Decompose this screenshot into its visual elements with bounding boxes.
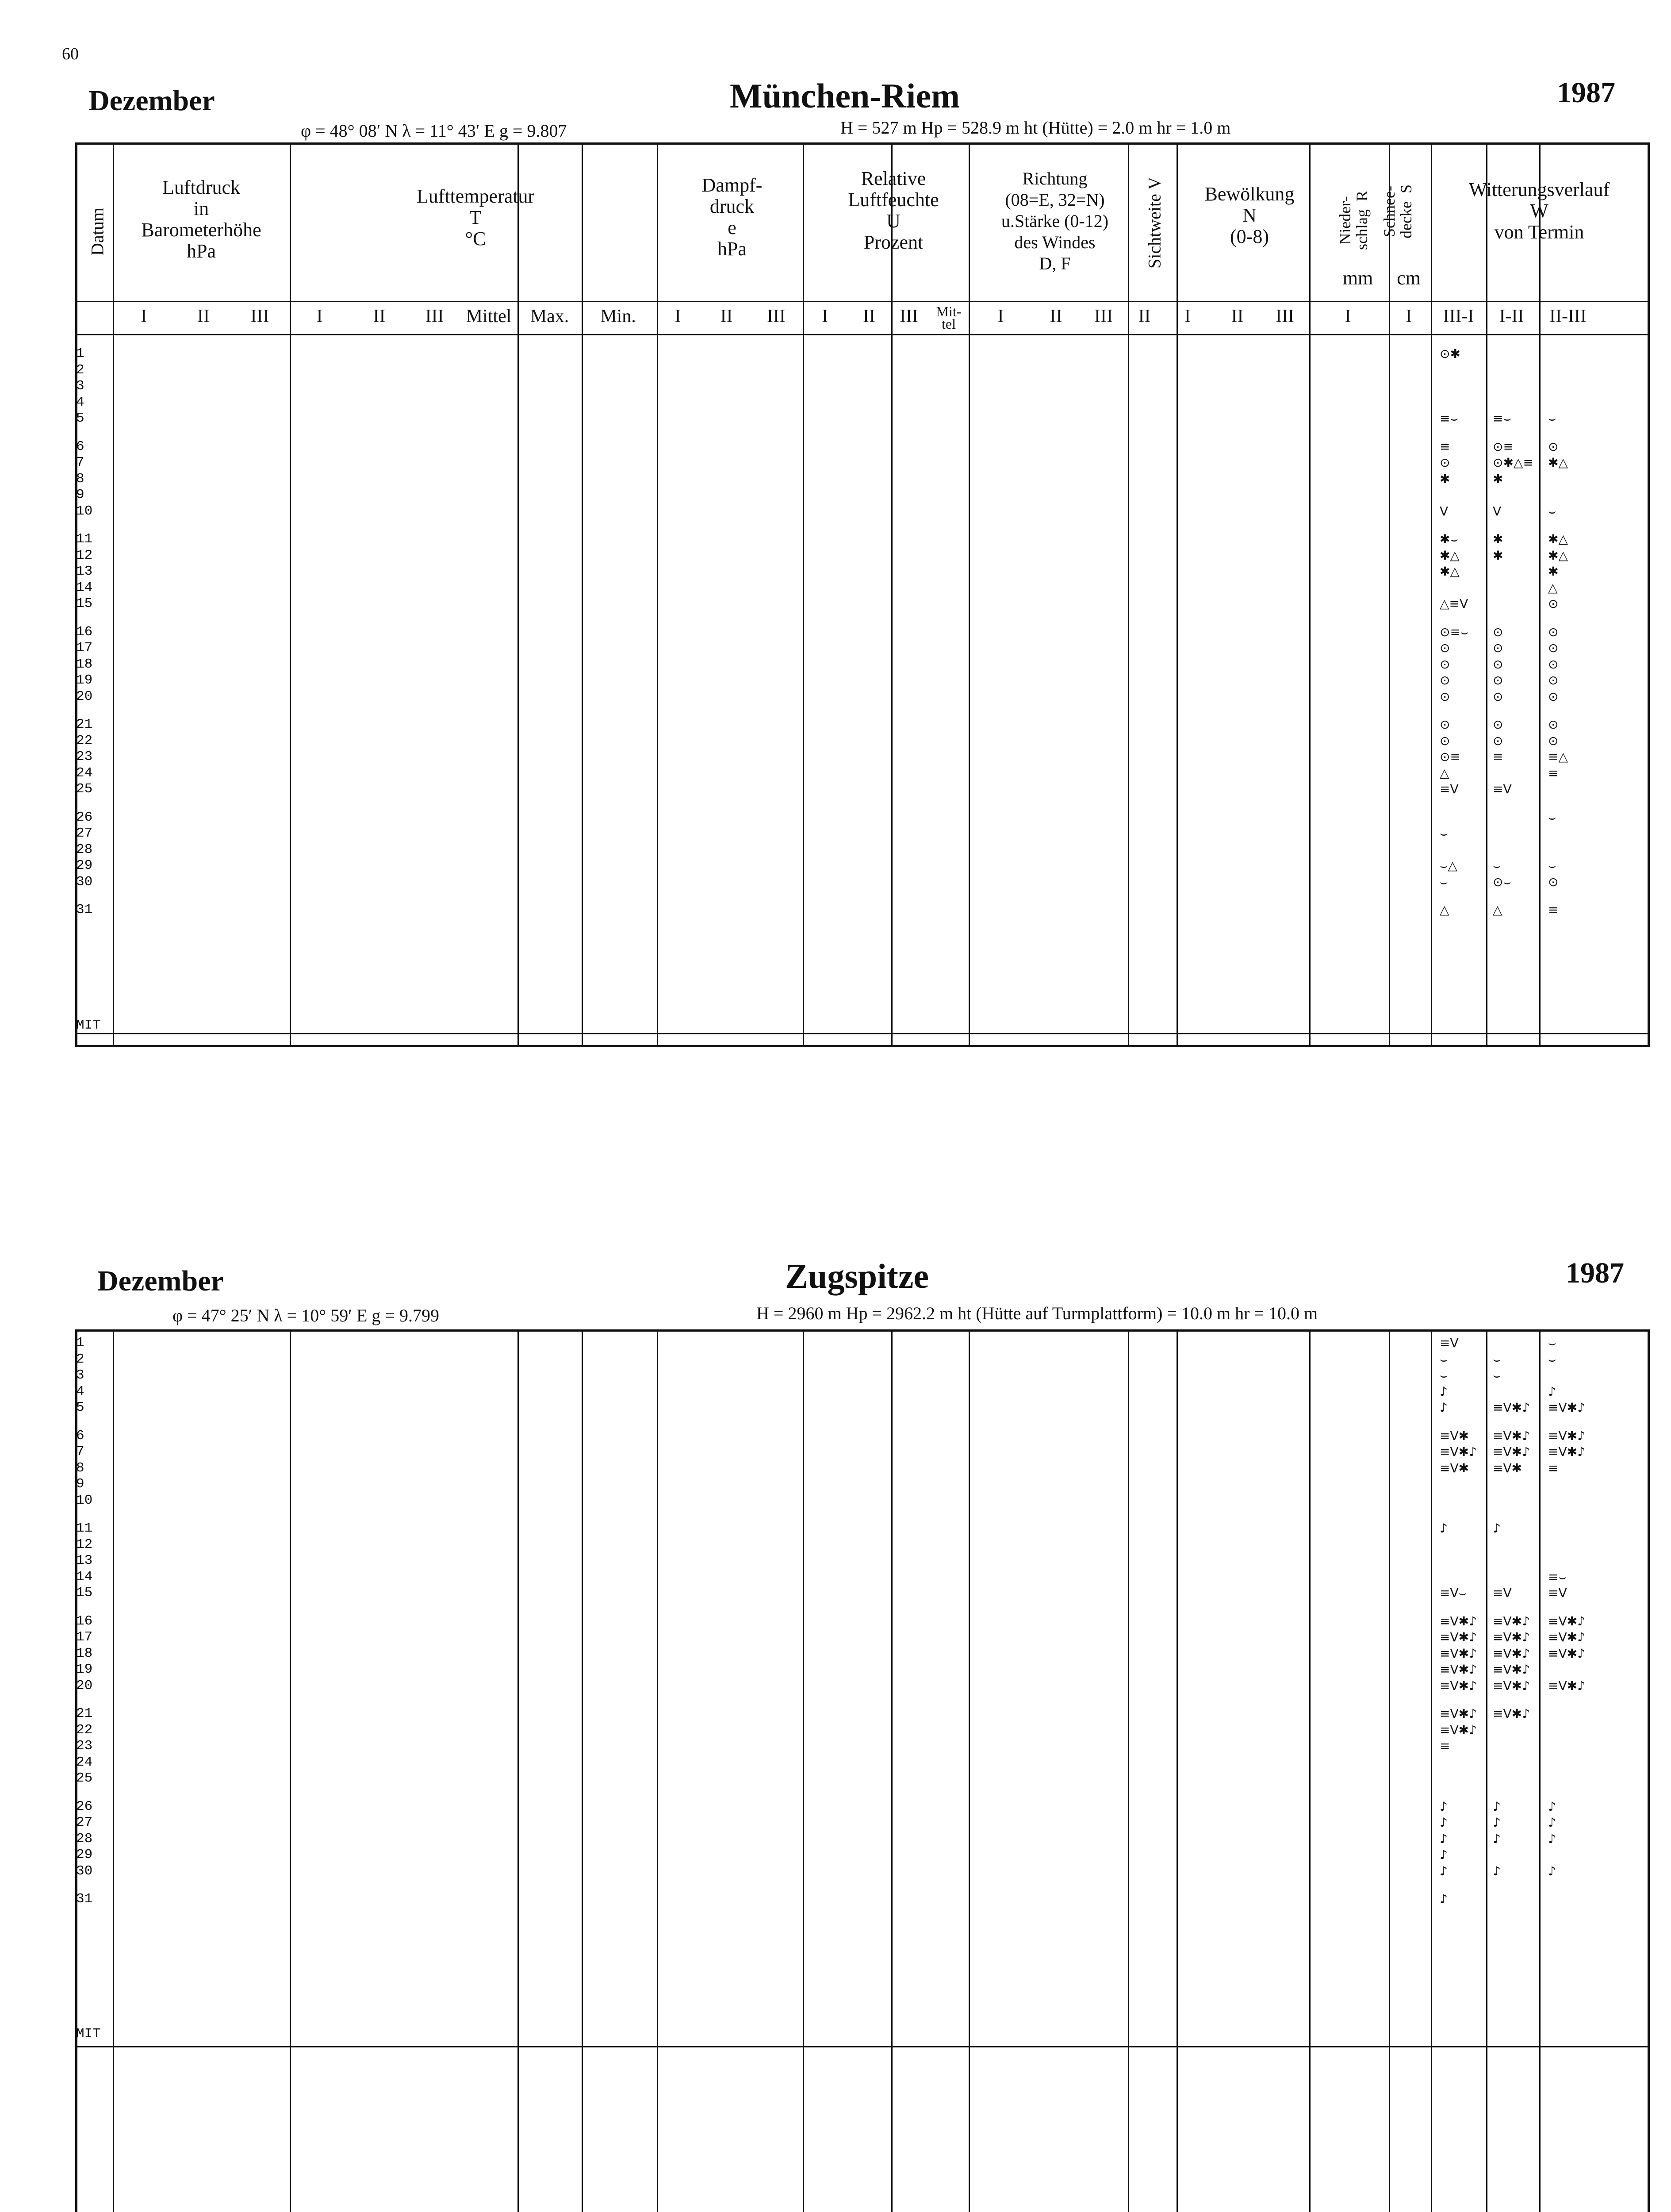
- table-cell: ♪: [1548, 1384, 1556, 1399]
- table-cell: ≡V: [1493, 1586, 1512, 1600]
- row-day: 12: [76, 547, 93, 563]
- column-rule: [891, 1329, 893, 2212]
- column-rule: [113, 142, 114, 1047]
- column-rule: [1539, 142, 1541, 1047]
- row-day: 8: [76, 471, 84, 487]
- column-rule: [1128, 1329, 1129, 2212]
- column-rule: [1539, 1329, 1541, 2212]
- riem-subheader-cell: I: [1406, 306, 1412, 326]
- row-day: 21: [76, 717, 93, 732]
- row-day: 9: [76, 487, 84, 503]
- table-cell: ⊙≡: [1440, 749, 1460, 764]
- table-cell: ⌣: [1548, 810, 1556, 825]
- row-day: 4: [76, 394, 84, 410]
- table-cell: ⊙: [1493, 733, 1503, 748]
- riem-header-humidity: Relative Luftfeuchte U Prozent: [848, 168, 939, 253]
- riem-subheader-cell: II: [1138, 306, 1151, 326]
- riem-subheader-cell: II: [720, 306, 733, 326]
- table-cell: ≡V✱♪: [1548, 1400, 1585, 1415]
- table-cell: ≡V: [1493, 782, 1512, 796]
- column-rule: [969, 1329, 970, 2212]
- row-day: 27: [76, 826, 93, 841]
- row-day: 29: [76, 1847, 93, 1863]
- table-cell: ≡V✱♪: [1548, 1428, 1585, 1443]
- riem-header-wind: Richtung (08=E, 32=N) u.Stärke (0-12) des Windes D, F: [1001, 169, 1109, 273]
- zug-heights: H = 2960 m Hp = 2962.2 m ht (Hütte auf Turmplattform) = 10.0 m hr = 10.0 m: [756, 1303, 1318, 1323]
- column-rule: [517, 142, 519, 1047]
- table-cell: ⊙: [1548, 641, 1559, 655]
- row-day: 19: [76, 1662, 93, 1677]
- table-cell: ⌣: [1440, 1352, 1448, 1367]
- riem-subheader-cell: I: [141, 306, 147, 326]
- table-cell: ♪: [1493, 1831, 1501, 1846]
- column-rule: [582, 142, 583, 1047]
- row-day: 17: [76, 1629, 93, 1645]
- column-rule: [1389, 1329, 1390, 2212]
- riem-header-datum: Datum: [87, 207, 107, 256]
- table-cell: ≡: [1440, 1739, 1450, 1753]
- table-cell: ⊙: [1548, 596, 1559, 611]
- table-cell: ⊙: [1548, 439, 1559, 454]
- table-cell: ♪: [1493, 1521, 1501, 1536]
- riem-subheader-cell: I: [1345, 306, 1351, 326]
- table-cell: ≡V✱♪: [1493, 1678, 1530, 1693]
- table-cell: ✱⌣: [1440, 532, 1458, 546]
- row-day: 15: [76, 596, 93, 611]
- zug-year: 1987: [1566, 1257, 1624, 1289]
- riem-year: 1987: [1557, 77, 1615, 109]
- table-cell: ⌣: [1493, 1368, 1501, 1382]
- row-day: 22: [76, 733, 93, 749]
- table-cell: ≡: [1548, 1460, 1559, 1475]
- zug-coordinates: φ = 47° 25′ N λ = 10° 59′ E g = 9.799: [172, 1306, 439, 1325]
- row-day: 13: [76, 564, 93, 579]
- row-day: 31: [76, 1891, 93, 1907]
- table-cell: ≡V✱♪: [1440, 1646, 1477, 1661]
- row-day: 5: [76, 1400, 84, 1415]
- page-number: 60: [62, 45, 79, 63]
- riem-subheader-cell: II: [1231, 306, 1244, 326]
- table-cell: ≡V✱: [1493, 1460, 1522, 1475]
- table-cell: ≡V✱♪: [1548, 1678, 1585, 1693]
- table-cell: ⌣: [1493, 858, 1501, 873]
- row-day: 30: [76, 874, 93, 890]
- row-day: 3: [76, 378, 84, 394]
- table-cell: ♪: [1548, 1799, 1556, 1814]
- table-cell: ≡V✱♪: [1440, 1613, 1477, 1628]
- riem-subheader-cell: III: [1094, 306, 1113, 326]
- riem-header-vapor: Dampf- druck e hPa: [701, 174, 763, 260]
- table-cell: ⊙: [1548, 673, 1559, 687]
- riem-subheader-cell: I: [997, 306, 1004, 326]
- table-cell: ≡: [1440, 439, 1450, 454]
- riem-subheader-cell: II: [197, 306, 210, 326]
- riem-subheader-cell: Mit- tel: [936, 303, 962, 332]
- table-cell: ⊙: [1440, 455, 1450, 470]
- table-cell: ✱: [1548, 564, 1559, 579]
- row-day: 2: [76, 362, 84, 378]
- row-day: 5: [76, 411, 84, 426]
- row-day: 14: [76, 580, 93, 595]
- riem-header-precip: Nieder- schlag R: [1336, 191, 1371, 250]
- row-day: 16: [76, 1613, 93, 1629]
- table-cell: ≡: [1548, 902, 1559, 917]
- riem-header-pressure: Luftdruck in Barometerhöhe hPa: [141, 177, 261, 262]
- table-cell: ♪: [1493, 1815, 1501, 1830]
- row-day: 22: [76, 1722, 93, 1738]
- riem-header-weather: Witterungsverlauf W von Termin: [1468, 179, 1610, 243]
- table-cell: ≡V✱♪: [1440, 1706, 1477, 1721]
- column-rule: [1128, 142, 1129, 1047]
- row-day: 30: [76, 1863, 93, 1879]
- table-cell: ⊙≡: [1493, 439, 1514, 454]
- table-cell: ⌣: [1548, 858, 1556, 873]
- table-cell: ≡V✱♪: [1440, 1662, 1477, 1677]
- table-cell: ⌣: [1440, 1368, 1448, 1382]
- column-rule: [803, 142, 804, 1047]
- table-cell: ≡V✱♪: [1440, 1444, 1477, 1459]
- riem-header-snow: Schnee- decke S: [1380, 184, 1415, 238]
- riem-subheader-cell: Min.: [600, 306, 636, 326]
- table-cell: ≡⌣: [1548, 1569, 1567, 1584]
- table-cell: ♪: [1440, 1847, 1448, 1862]
- row-day: 10: [76, 1492, 93, 1508]
- riem-subheader-cell: III: [250, 306, 269, 326]
- table-cell: ♪: [1440, 1799, 1448, 1814]
- riem-subheader-cell: I: [316, 306, 323, 326]
- table-cell: ≡V✱: [1440, 1428, 1469, 1443]
- row-day: 7: [76, 455, 84, 470]
- table-cell: ≡V✱♪: [1548, 1444, 1585, 1459]
- column-rule: [113, 1329, 114, 2212]
- row-day: 21: [76, 1706, 93, 1721]
- riem-subheader-divider: [75, 334, 1650, 335]
- table-cell: ⌣: [1440, 874, 1448, 889]
- zug-mean-divider: [75, 2046, 1650, 2047]
- table-cell: ⊙: [1440, 733, 1450, 748]
- table-cell: ≡△: [1548, 749, 1568, 764]
- table-cell: ♪: [1548, 1815, 1556, 1830]
- row-day: 18: [76, 1645, 93, 1661]
- row-day: 27: [76, 1815, 93, 1830]
- table-cell: V: [1440, 503, 1449, 518]
- table-cell: △: [1440, 765, 1449, 780]
- table-cell: ⊙: [1548, 733, 1559, 748]
- riem-month-title: Dezember: [88, 84, 215, 117]
- riem-mean-divider: [75, 1033, 1650, 1034]
- row-day: 4: [76, 1383, 84, 1399]
- column-rule: [1177, 142, 1178, 1047]
- table-cell: ≡V✱♪: [1493, 1706, 1530, 1721]
- table-cell: ♪: [1440, 1863, 1448, 1878]
- table-cell: ≡V✱♪: [1493, 1428, 1530, 1443]
- table-cell: ≡V: [1440, 1336, 1459, 1350]
- table-cell: ✱: [1493, 548, 1503, 563]
- table-cell: ♪: [1440, 1831, 1448, 1846]
- table-cell: ✱△: [1548, 532, 1568, 546]
- table-cell: ⊙: [1440, 717, 1450, 732]
- table-cell: ≡V✱♪: [1493, 1646, 1530, 1661]
- row-day: 25: [76, 1770, 93, 1786]
- row-day: 18: [76, 656, 93, 672]
- riem-header-visibility: Sichtweite V: [1144, 177, 1165, 269]
- column-rule: [969, 142, 970, 1047]
- table-cell: ⊙✱△≡: [1493, 455, 1533, 470]
- row-day: MIT: [76, 2026, 101, 2042]
- table-cell: ≡V✱♪: [1440, 1722, 1477, 1737]
- row-day: 24: [76, 1754, 93, 1770]
- table-cell: ≡V✱: [1440, 1460, 1469, 1475]
- row-day: 7: [76, 1444, 84, 1459]
- column-rule: [517, 1329, 519, 2212]
- table-cell: ⊙✱: [1440, 346, 1460, 361]
- row-day: 11: [76, 1521, 93, 1536]
- riem-heights: H = 527 m Hp = 528.9 m ht (Hütte) = 2.0 m hr = 1.0 m: [840, 118, 1231, 138]
- row-day: 9: [76, 1476, 84, 1492]
- row-day: 19: [76, 672, 93, 688]
- table-cell: ⊙: [1440, 673, 1450, 687]
- table-cell: ≡V: [1548, 1586, 1567, 1600]
- riem-subheader-cell: II-III: [1549, 306, 1587, 326]
- row-day: 12: [76, 1536, 93, 1552]
- column-rule: [1431, 1329, 1432, 2212]
- row-day: 31: [76, 902, 93, 918]
- riem-subheader-cell: Max.: [530, 306, 569, 326]
- riem-subheader-cell: II: [863, 306, 875, 326]
- riem-subheader-cell: I: [675, 306, 681, 326]
- column-rule: [1309, 1329, 1311, 2212]
- column-rule: [1309, 142, 1311, 1047]
- zug-table-frame: [75, 1329, 1650, 2212]
- row-day: 24: [76, 765, 93, 781]
- riem-subheader-cell: II: [1050, 306, 1062, 326]
- table-cell: ≡V✱♪: [1493, 1400, 1530, 1415]
- table-cell: ⊙≡⌣: [1440, 624, 1469, 639]
- table-cell: ≡V✱♪: [1493, 1662, 1530, 1677]
- row-day: 8: [76, 1460, 84, 1476]
- riem-subheader-cell: III: [767, 306, 786, 326]
- riem-header-cloud: Bewölkung N (0-8): [1204, 183, 1295, 247]
- column-rule: [1431, 142, 1432, 1047]
- row-day: 2: [76, 1351, 84, 1367]
- table-cell: △≡V: [1440, 596, 1468, 611]
- table-cell: ⌣: [1440, 826, 1448, 841]
- table-cell: ⊙: [1493, 624, 1503, 639]
- column-rule: [803, 1329, 804, 2212]
- table-cell: ✱△: [1440, 548, 1460, 563]
- table-cell: ⊙: [1548, 689, 1559, 704]
- riem-subheader-cell: III: [425, 306, 444, 326]
- riem-header-divider: [75, 301, 1650, 302]
- table-cell: ✱△: [1440, 564, 1460, 579]
- row-day: 17: [76, 640, 93, 656]
- riem-coordinates: φ = 48° 08′ N λ = 11° 43′ E g = 9.807: [301, 121, 567, 141]
- column-rule: [290, 142, 291, 1047]
- table-cell: ⊙: [1493, 717, 1503, 732]
- row-day: 6: [76, 1428, 84, 1444]
- column-rule: [290, 1329, 291, 2212]
- row-day: 16: [76, 624, 93, 640]
- column-rule: [1177, 1329, 1178, 2212]
- table-cell: ⊙: [1548, 874, 1559, 889]
- row-day: 6: [76, 438, 84, 454]
- row-day: 20: [76, 688, 93, 704]
- row-day: 14: [76, 1569, 93, 1585]
- table-cell: ✱△: [1548, 455, 1568, 470]
- table-cell: ⊙: [1440, 641, 1450, 655]
- row-day: 13: [76, 1553, 93, 1568]
- table-cell: △: [1493, 902, 1502, 917]
- table-cell: ≡V✱♪: [1440, 1678, 1477, 1693]
- table-cell: ⊙⌣: [1493, 874, 1511, 889]
- table-cell: ⌣: [1548, 411, 1556, 426]
- riem-subheader-cell: I-II: [1499, 306, 1524, 326]
- table-cell: ⊙: [1548, 624, 1559, 639]
- table-cell: ⊙: [1493, 673, 1503, 687]
- zug-month-title: Dezember: [97, 1265, 224, 1297]
- riem-header-temperature: Lufttemperatur T °C: [416, 185, 535, 250]
- row-day: 11: [76, 531, 93, 547]
- row-day: 1: [76, 346, 84, 361]
- row-day: 10: [76, 503, 93, 519]
- table-cell: ⊙: [1493, 641, 1503, 655]
- table-cell: ⊙: [1548, 717, 1559, 732]
- table-cell: △: [1440, 902, 1449, 917]
- row-day: 23: [76, 749, 93, 764]
- riem-header-snow-unit: cm: [1397, 267, 1421, 289]
- table-cell: ✱△: [1548, 548, 1568, 563]
- table-cell: ≡V✱♪: [1493, 1630, 1530, 1644]
- table-cell: ≡V✱♪: [1548, 1630, 1585, 1644]
- column-rule: [1486, 1329, 1487, 2212]
- table-cell: ♪: [1548, 1831, 1556, 1846]
- row-day: MIT: [76, 1018, 101, 1033]
- row-day: 26: [76, 809, 93, 825]
- table-cell: ⌣: [1493, 1352, 1501, 1367]
- table-cell: ♪: [1440, 1384, 1448, 1399]
- table-cell: ≡V✱♪: [1493, 1613, 1530, 1628]
- riem-subheader-cell: I: [822, 306, 828, 326]
- table-cell: ✱: [1493, 471, 1503, 486]
- riem-subheader-cell: III: [900, 306, 918, 326]
- table-cell: ⊙: [1493, 657, 1503, 672]
- table-cell: ♪: [1493, 1799, 1501, 1814]
- column-rule: [891, 142, 893, 1047]
- row-day: 26: [76, 1798, 93, 1814]
- riem-subheader-cell: III: [1276, 306, 1294, 326]
- table-cell: ⊙: [1440, 689, 1450, 704]
- zug-station-title: Zugspitze: [785, 1257, 929, 1295]
- table-cell: ≡V✱♪: [1548, 1646, 1585, 1661]
- riem-subheader-cell: I: [1184, 306, 1191, 326]
- riem-subheader-cell: Mittel: [466, 306, 512, 326]
- table-cell: ♪: [1493, 1863, 1501, 1878]
- table-cell: ⌣: [1548, 503, 1556, 518]
- riem-subheader-cell: II: [373, 306, 386, 326]
- table-cell: ≡V: [1440, 782, 1459, 796]
- table-cell: ♪: [1440, 1521, 1448, 1536]
- table-cell: ✱: [1493, 532, 1503, 546]
- table-cell: ≡V✱♪: [1493, 1444, 1530, 1459]
- table-cell: ♪: [1440, 1892, 1448, 1906]
- table-cell: ♪: [1548, 1863, 1556, 1878]
- column-rule: [657, 1329, 658, 2212]
- table-cell: ⊙: [1493, 689, 1503, 704]
- table-cell: ⌣: [1548, 1352, 1556, 1367]
- table-cell: ⊙: [1440, 657, 1450, 672]
- row-day: 25: [76, 781, 93, 797]
- table-cell: ✱: [1440, 471, 1450, 486]
- table-cell: ≡⌣: [1493, 411, 1511, 426]
- row-day: 23: [76, 1738, 93, 1754]
- table-cell: ≡: [1548, 765, 1559, 780]
- row-day: 1: [76, 1335, 84, 1351]
- table-cell: △: [1548, 580, 1558, 595]
- table-cell: ♪: [1440, 1815, 1448, 1830]
- table-cell: ≡: [1493, 749, 1503, 764]
- row-day: 3: [76, 1367, 84, 1383]
- column-rule: [657, 142, 658, 1047]
- row-day: 28: [76, 841, 93, 857]
- riem-header-precip-unit: mm: [1342, 267, 1373, 289]
- table-cell: V: [1493, 503, 1502, 518]
- column-rule: [1486, 142, 1487, 1047]
- table-cell: ⌣△: [1440, 858, 1457, 873]
- riem-subheader-cell: III-I: [1443, 306, 1474, 326]
- table-cell: ⊙: [1548, 657, 1559, 672]
- row-day: 20: [76, 1678, 93, 1694]
- table-cell: ⌣: [1548, 1336, 1556, 1350]
- row-day: 15: [76, 1585, 93, 1601]
- table-cell: ≡⌣: [1440, 411, 1458, 426]
- table-cell: ≡V✱♪: [1440, 1630, 1477, 1644]
- table-cell: ≡V✱♪: [1548, 1613, 1585, 1628]
- table-cell: ♪: [1440, 1400, 1448, 1415]
- column-rule: [582, 1329, 583, 2212]
- row-day: 28: [76, 1831, 93, 1847]
- row-day: 29: [76, 858, 93, 873]
- riem-station-title: München-Riem: [730, 77, 960, 115]
- table-cell: ≡V⌣: [1440, 1586, 1467, 1600]
